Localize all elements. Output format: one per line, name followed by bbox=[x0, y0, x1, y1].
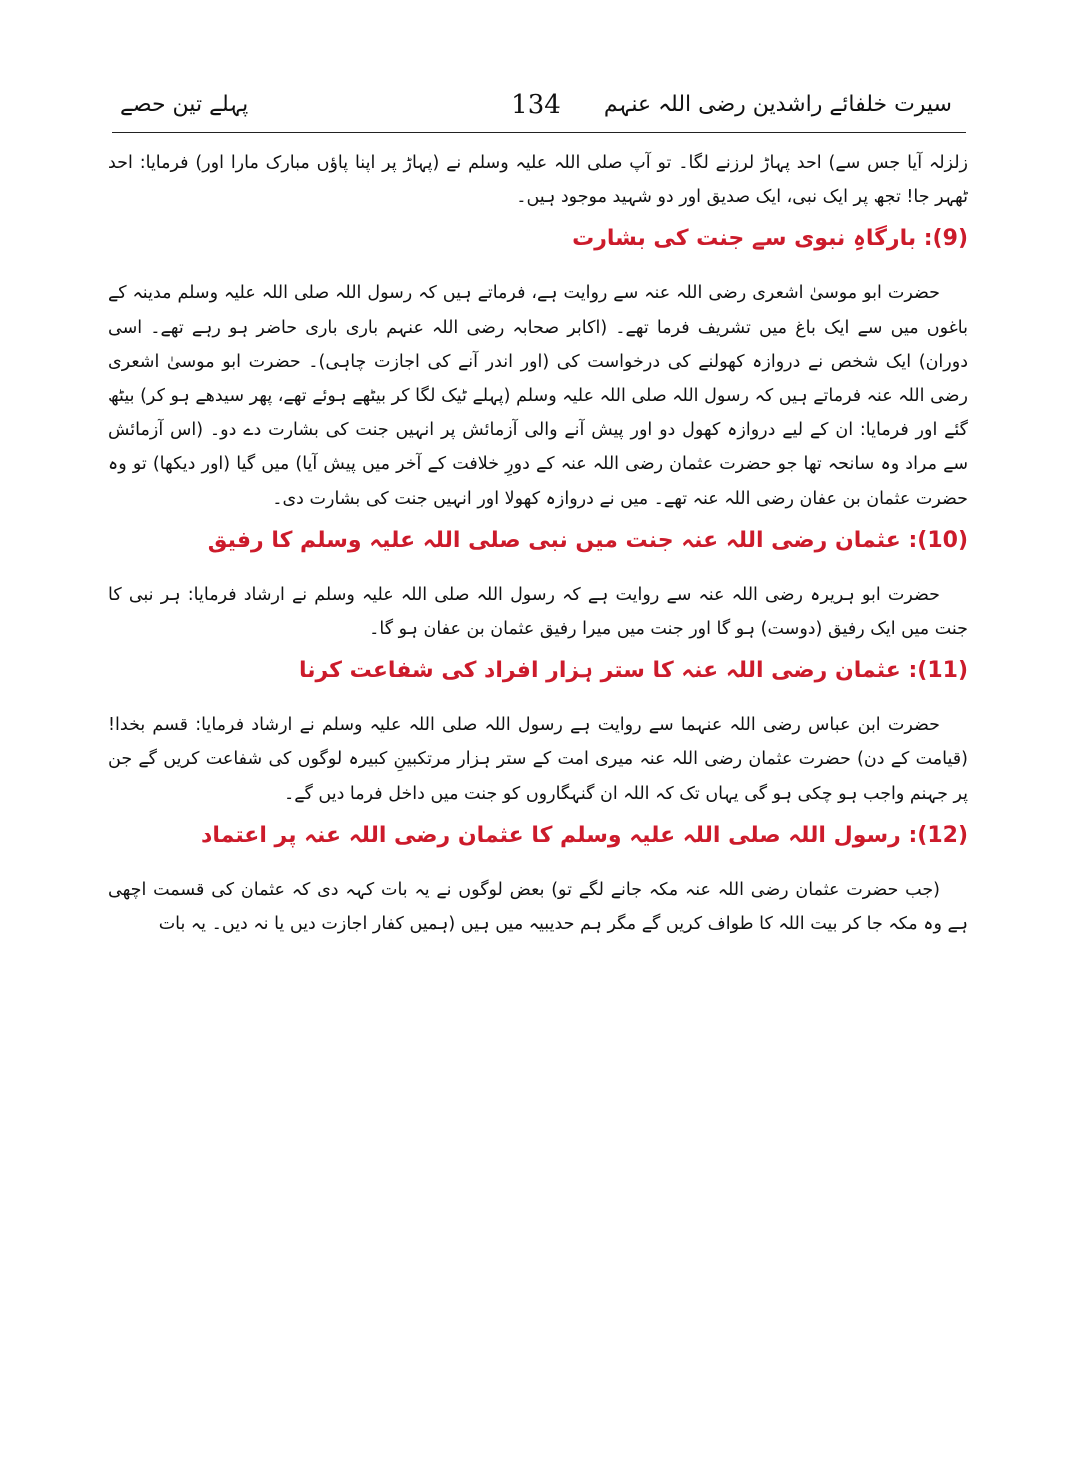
page-header bbox=[120, 86, 952, 128]
page-number: 134 bbox=[511, 90, 561, 120]
section-12-paragraph: (جب حضرت عثمان رضی اللہ عنہ مکہ جانے لگے تو) بعض لوگوں نے یہ بات کہہ دی کہ عثمان کی قسمت اچھی ہے وہ مکہ جا کر بیت اللہ کا طواف کریں گے مگر ہم حدیبیہ میں ہیں (ہمیں کفار اجازت دیں یا نہ دیں۔ یہ بات bbox=[108, 879, 968, 935]
header-divider bbox=[112, 132, 966, 133]
section-9-heading: (9): بارگاہِ نبوی سے جنت کی بشارت bbox=[572, 226, 968, 252]
book-title: سیرت خلفائے راشدین رضی اللہ عنہم bbox=[603, 92, 952, 117]
section-12-heading: (12): رسول اللہ صلی اللہ علیہ وسلم کا عثمان رضی اللہ عنہ پر اعتماد bbox=[201, 822, 968, 848]
section-9-paragraph: حضرت ابو موسیٰ اشعری رضی اللہ عنہ سے روایت ہے، فرماتے ہیں کہ رسول اللہ صلی اللہ علیہ وسلم مدینہ کے باغوں میں سے ایک باغ میں تشریف فرما تھے۔ (اکابر صحابہ رضی اللہ عنہم باری باری حاضر ہو رہے تھے۔ اسی دوران) ایک شخص نے دروازہ کھولنے کی درخواست کی (اور اندر آنے کی اجازت چاہی)۔ حضرت ابو موسیٰ اشعری رضی اللہ عنہ فرماتے ہیں کہ رسول اللہ صلی اللہ علیہ وسلم (پہلے ٹیک لگا کر بیٹھے ہوئے تھے، پھر سیدھے ہو کر) بیٹھ گئے اور فرمایا: ان کے لیے دروازہ کھول دو اور پیش آنے والی آزمائش پر انہیں جنت کی بشارت دے دو۔ (اس آزمائش سے مراد وہ سانحہ تھا جو حضرت عثمان رضی اللہ عنہ کے دورِ خلافت کے آخر میں پیش آیا) میں گیا (اور دیکھا) تو وہ حضرت عثمان بن عفان رضی اللہ عنہ تھے۔ میں نے دروازہ کھولا اور انہیں جنت کی بشارت دی۔ bbox=[108, 283, 968, 509]
page-body bbox=[108, 146, 968, 941]
section-11-heading: (11): عثمان رضی اللہ عنہ کا ستر ہزار افراد کی شفاعت کرنا bbox=[298, 658, 968, 684]
section-10-heading: (10): عثمان رضی اللہ عنہ جنت میں نبی صلی اللہ علیہ وسلم کا رفیق bbox=[207, 527, 968, 553]
section-10-paragraph: حضرت ابو ہریرہ رضی اللہ عنہ سے روایت ہے کہ رسول اللہ صلی اللہ علیہ وسلم نے ارشاد فرمایا: ہر نبی کا جنت میں ایک رفیق (دوست) ہو گا اور جنت میں میرا رفیق عثمان بن عفان ہو گا۔ bbox=[108, 584, 968, 640]
section-11-paragraph: حضرت ابن عباس رضی اللہ عنہما سے روایت ہے رسول اللہ صلی اللہ علیہ وسلم نے ارشاد فرمایا: قسم بخدا! (قیامت کے دن) حضرت عثمان رضی اللہ عنہ میری امت کے ستر ہزار مرتکبینِ کبیرہ لوگوں کی شفاعت کریں گے جن پر جہنم واجب ہو چکی ہو گی یہاں تک کہ اللہ ان گنہگاروں کو جنت میں داخل فرما دیں گے۔ bbox=[108, 715, 968, 804]
section-label: پہلے تین حصے bbox=[120, 92, 249, 117]
intro-paragraph: زلزلہ آیا جس سے) احد پہاڑ لرزنے لگا۔ تو آپ صلی اللہ علیہ وسلم نے (پہاڑ پر اپنا پاؤں مبارک مارا اور) فرمایا: احد ٹھہر جا! تجھ پر ایک نبی، ایک صدیق اور دو شہید موجود ہیں۔ bbox=[108, 153, 968, 208]
